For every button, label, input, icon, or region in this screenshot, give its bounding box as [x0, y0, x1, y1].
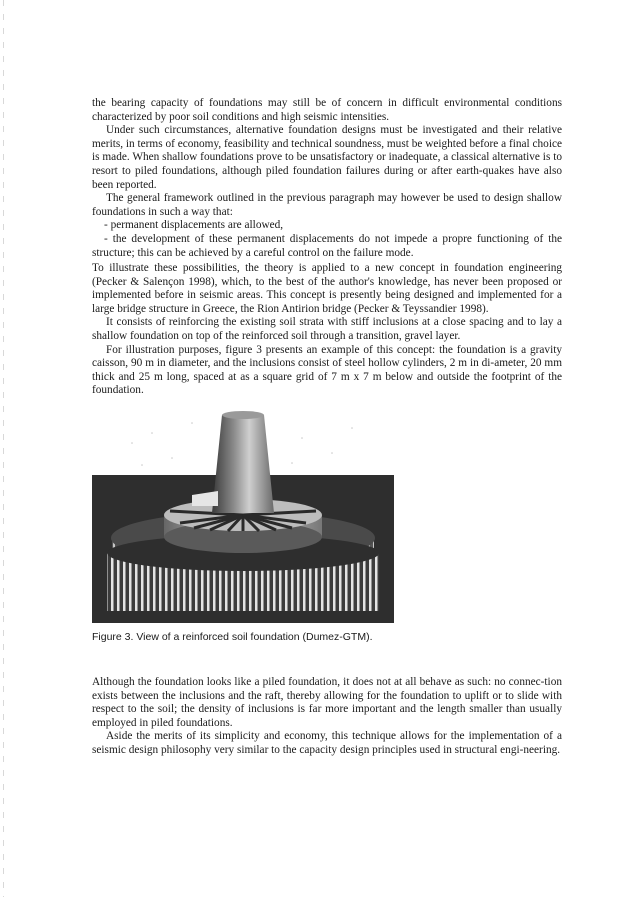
page-scan-edge	[3, 0, 4, 897]
paragraph: To illustrate these possibilities, the theory is applied to a new concept in foundation engineering (Pecker & Salençon 1998), which, to the best of the author's knowledge, has never been proposed or implemented before in seismic areas. This concept is presently being designed and implemented for a large bridge structure in Greece, the Rion Antirion bridge (Pecker & Teyssandier 1998).	[92, 262, 562, 315]
paragraph: For illustration purposes, figure 3 presents an example of this concept: the foundation is a gravity caisson, 90 m in diameter, and the inclusions consist of steel hollow cylinders, 2 m in di-ameter, 20 mm thick and 25 m long, spaced at as a square grid of 7 m x 7 m below and outside the footprint of the foundation.	[92, 343, 562, 397]
list-item: - the development of these permanent displacements do not impede a propre functioning of the structure; this can be achieved by a careful control on the failure mode.	[92, 232, 562, 259]
paragraph: It consists of reinforcing the existing soil strata with stiff inclusions at a close spacing and to lay a shallow foundation on top of the reinforced soil through a transition, gravel layer.	[92, 316, 562, 342]
paragraph: The general framework outlined in the previous paragraph may however be used to design shallow foundations in such a way that:	[92, 192, 562, 218]
foundation-illustration	[92, 403, 394, 623]
figure-reinforced-soil-foundation	[92, 403, 394, 623]
caisson-tower	[212, 415, 274, 513]
text-block-discussion	[92, 676, 562, 758]
figure-caption: Figure 3. View of a reinforced soil foundation (Dumez-GTM).	[92, 631, 373, 643]
paragraph: Under such circumstances, alternative foundation designs must be investigated and their relative merits, in terms of economy, feasibility and technical soundness, must be weighted before a final choice is made. When shallow foundations prove to be unsatisfactory or inadequate, a classical alternative is to resort to piled foundations, although piled foundation failures during or after earth-quakes have also been reported.	[92, 124, 562, 191]
text-block-concept	[92, 262, 562, 398]
text-block-intro	[92, 97, 562, 260]
paragraph: Aside the merits of its simplicity and economy, this technique allows for the implementation of a seismic design philosophy very similar to the capacity design principles used in structural engi-neering.	[92, 730, 562, 756]
paragraph: Although the foundation looks like a piled foundation, it does not at all behave as such: no connec-tion exists between the inclusions and the raft, thereby allowing for the foundation to uplift or to slide with respect to the soil; the density of inclusions is far more important and the length smaller than usually employed in piled foundations.	[92, 676, 562, 729]
list-item: - permanent displacements are allowed,	[104, 219, 284, 232]
paragraph: the bearing capacity of foundations may still be of concern in difficult environmental conditions characterized by poor soil conditions and high seismic intensities.	[92, 97, 562, 123]
tower-top	[222, 411, 264, 419]
